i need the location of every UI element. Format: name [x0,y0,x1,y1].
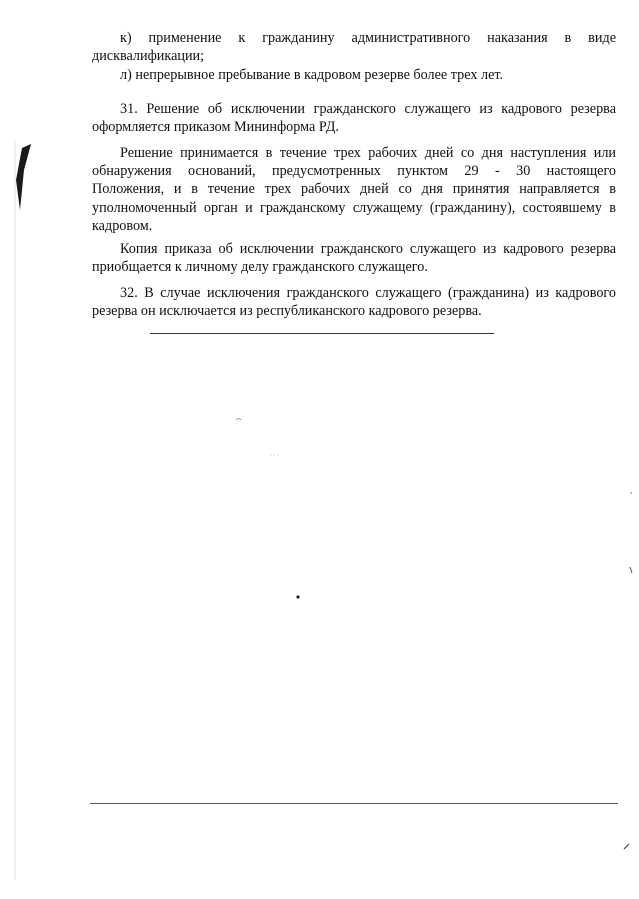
binding-mark [16,144,31,210]
paragraph-32-line1: 32. В случае исключения гражданского служащего (гражданина) из кадрового [120,285,616,301]
item-l-text: л) непрерывное пребывание в кадровом резерве более трех лет. [120,67,504,83]
speck-curl [236,419,241,421]
speck-corner [624,844,629,849]
paragraph-decision-line5: кадровом. [92,217,153,234]
paragraph-decision-line3: Положения, и в течение трех рабочих дней со дня принятия направляется в [92,181,616,198]
speck-small [630,492,632,494]
paragraph-31-line1: 31. Решение об исключении гражданского служащего из кадрового резерва [120,101,616,117]
item-k-line1: к) применение к гражданину административного наказания в виде [120,30,616,46]
paragraph-copy-line2: приобщается к личному делу гражданского служащего. [92,259,428,276]
speck-dot [296,595,299,598]
paragraph-decision-line2: обнаружения оснований, предусмотренных пунктом 29 - 30 настоящего [92,163,616,180]
paragraph-32-line2: резерва он исключается из республиканского кадрового резерва. [92,303,482,320]
paragraph-decision-line1: Решение принимается в течение трех рабочих дней со дня наступления или [120,145,616,161]
speck-edge-right [630,567,632,573]
paragraph-copy-line1: Копия приказа об исключении гражданского служащего из кадрового резерва [120,241,616,257]
paragraph-decision-line4: уполномоченный орган и гражданскому служащему (гражданину), состоявшему в [92,199,616,216]
paragraph-31-line2: оформляется приказом Мининформа РД. [92,119,339,136]
item-k-line2: дисквалификации; [92,48,205,65]
